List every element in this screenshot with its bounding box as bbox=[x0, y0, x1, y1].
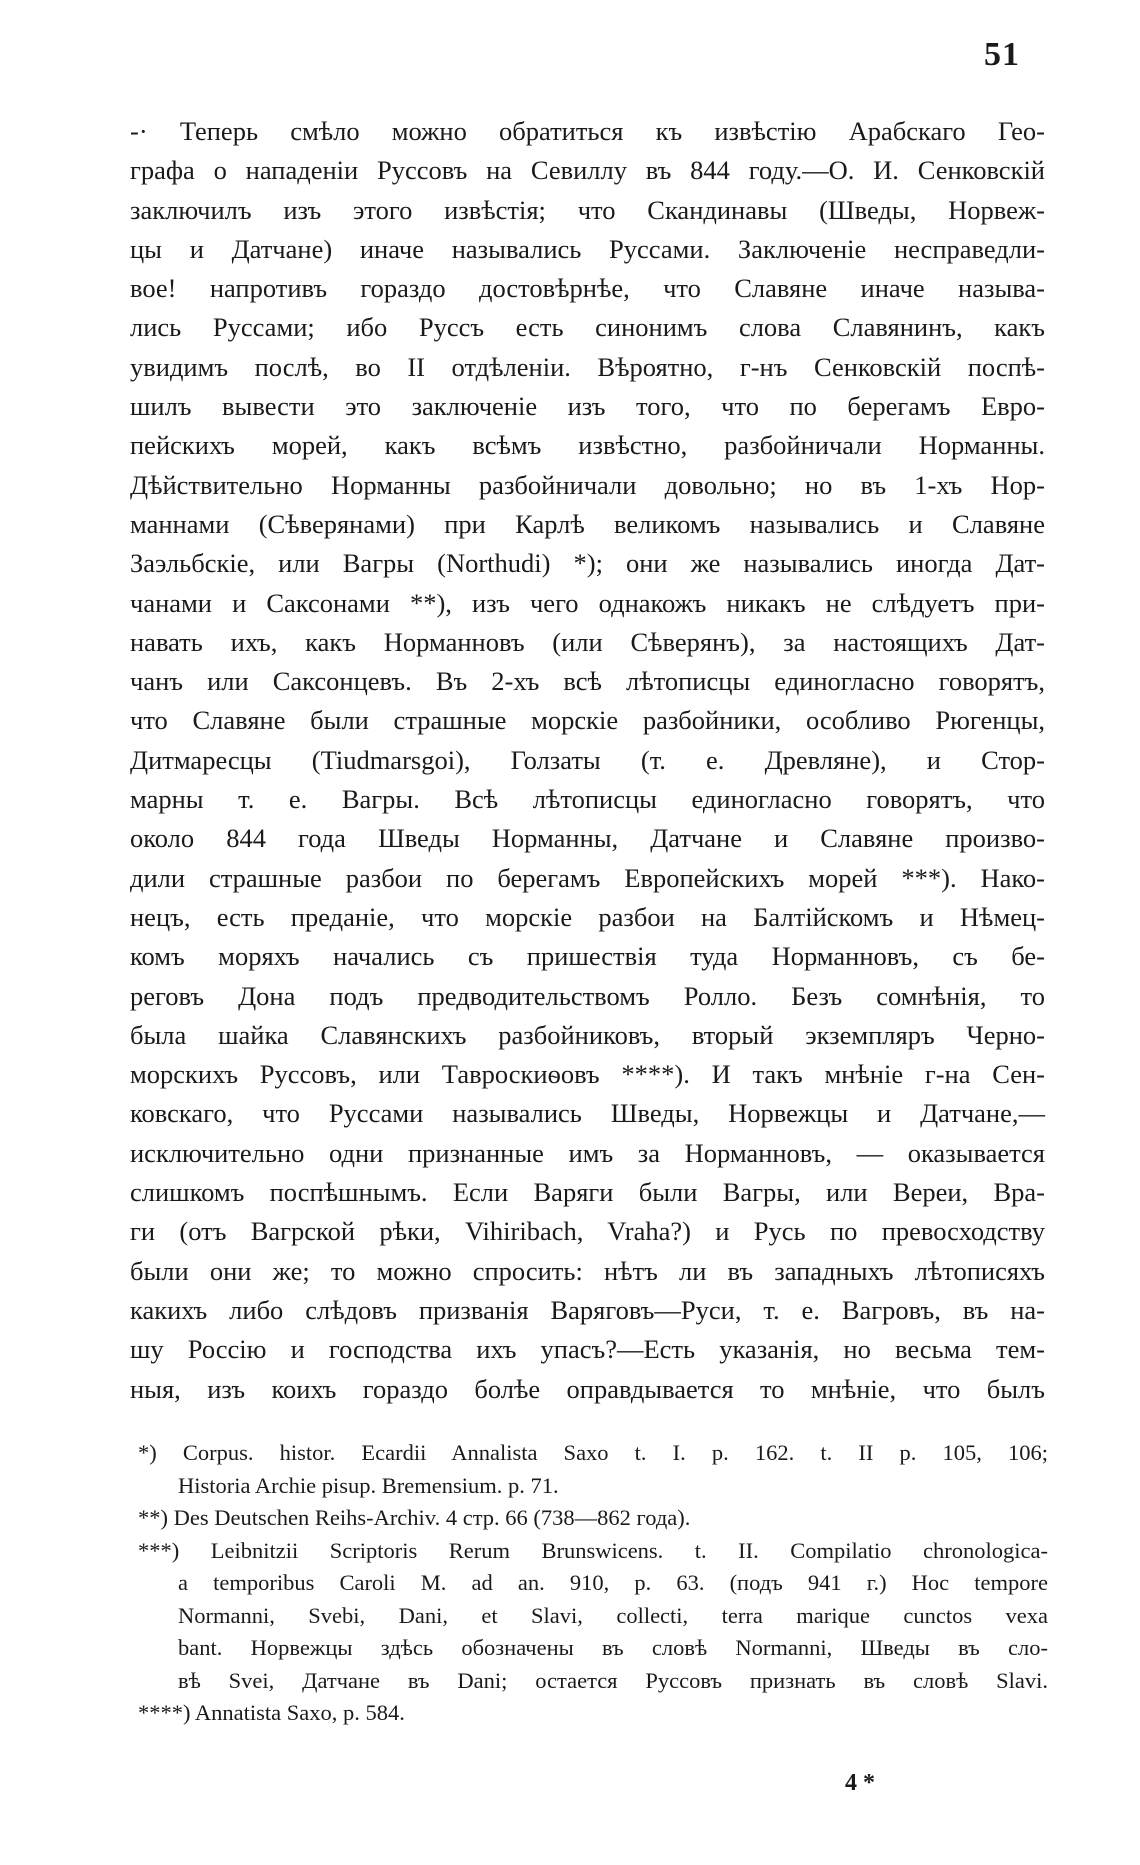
body-line: Дѣйствительно Норманны разбойничали довольно; но въ 1-хъ Нор- bbox=[130, 469, 1045, 500]
body-line: реговъ Дона подъ предводительствомъ Ролло. Безъ сомнѣнія, то bbox=[130, 980, 1045, 1011]
body-line: были они же; то можно спросить: нѣтъ ли въ западныхъ лѣтописяхъ bbox=[130, 1255, 1045, 1286]
body-line: какихъ либо слѣдовъ призванія Варяговъ—Руси, т. е. Вагровъ, въ на- bbox=[130, 1294, 1045, 1325]
body-line: шилъ вывести это заключеніе изъ того, что по берегамъ Евро- bbox=[130, 391, 1045, 422]
body-line: вое! напротивъ гораздо достовѣрнѣе, что Славяне иначе называ- bbox=[130, 273, 1045, 304]
footnote-line: **) Des Deutschen Reihs-Archiv. 4 стр. 66 (738—862 года). bbox=[138, 1505, 691, 1530]
body-line: чанъ или Саксонцевъ. Въ 2-хъ всѣ лѣтописцы единогласно говорятъ, bbox=[130, 666, 1045, 697]
footnote-line: bant. Норвежцы здѣсь обозначены въ словѣ Normanni, Шведы въ сло- bbox=[178, 1635, 1048, 1660]
footnote-line: ****) Annatista Saxo, p. 584. bbox=[138, 1700, 405, 1725]
body-line: графа о нападеніи Руссовъ на Севиллу въ 844 году.—О. И. Сенковскій bbox=[130, 155, 1045, 186]
signature-mark: 4 * bbox=[845, 1770, 875, 1796]
footnote-line: ***) Leibnitzii Scriptoris Rerum Brunswicens. t. II. Compilatio chronologica- bbox=[138, 1537, 1048, 1563]
body-line: комъ моряхъ начались съ пришествія туда Норманновъ, съ бе- bbox=[130, 941, 1045, 972]
footnote-line: a temporibus Caroli M. ad an. 910, p. 63. (подъ 941 г.) Hoc tempore bbox=[178, 1570, 1048, 1595]
body-line: ныя, изъ коихъ гораздо болѣе оправдывается то мнѣніе, что былъ bbox=[130, 1373, 1045, 1404]
body-line: Дитмаресцы (Tiudmarsgoi), Голзаты (т. е. Древляне), и Стор- bbox=[130, 744, 1045, 775]
footnote-line: Normanni, Svebi, Dani, et Slavi, collecti, terra marique cunctos vexa bbox=[178, 1602, 1048, 1628]
body-line: пейскихъ морей, какъ всѣмъ извѣстно, разбойничали Норманны. bbox=[130, 430, 1045, 461]
body-line: марны т. е. Вагры. Всѣ лѣтописцы единогласно говорятъ, что bbox=[130, 784, 1045, 815]
body-line: -· Теперь смѣло можно обратиться къ извѣстію Арабскаго Гео- bbox=[130, 116, 1045, 146]
body-line: чанами и Саксонами **), изъ чего однакожъ никакъ не слѣдуетъ при- bbox=[130, 587, 1045, 618]
footnotes bbox=[138, 1437, 1048, 1730]
body-line: ковскаго, что Руссами назывались Шведы, Норвежцы и Датчане,— bbox=[130, 1098, 1045, 1129]
body-line: навать ихъ, какъ Норманновъ (или Сѣверянъ), за настоящихъ Дат- bbox=[130, 626, 1045, 657]
footnote-line: Historia Archie pisup. Bremensium. p. 71. bbox=[178, 1472, 559, 1498]
body-line: исключительно одни признанные имъ за Норманновъ, — оказывается bbox=[130, 1137, 1045, 1168]
body-line: слишкомъ поспѣшнымъ. Если Варяги были Вагры, или Вереи, Вра- bbox=[130, 1177, 1045, 1208]
body-line: Заэльбскіе, или Вагры (Northudi) *); они же назывались иногда Дат- bbox=[130, 548, 1045, 579]
body-line: увидимъ послѣ, во II отдѣленіи. Вѣроятно, г-нъ Сенковскій поспѣ- bbox=[130, 351, 1045, 382]
footnote-line: вѣ Svei, Датчане въ Dani; остается Руссовъ признать въ словѣ Slavi. bbox=[178, 1667, 1048, 1693]
body-line: была шайка Славянскихъ разбойниковъ, вторый экземпляръ Черно- bbox=[130, 1019, 1045, 1050]
body-line: цы и Датчане) иначе назывались Руссами. Заключеніе несправедли- bbox=[130, 233, 1045, 264]
body-line: лись Руссами; ибо Руссъ есть синонимъ слова Славянинъ, какъ bbox=[130, 312, 1045, 343]
body-line: нецъ, есть преданіе, что морскіе разбои на Балтійскомъ и Нѣмец- bbox=[130, 901, 1045, 932]
body-line: ги (отъ Вагрской рѣки, Vihiribach, Vraha?) и Русь по превосходству bbox=[130, 1216, 1045, 1247]
body-line: морскихъ Руссовъ, или Тавроскиѳовъ ****). И такъ мнѣніе г-на Сен- bbox=[130, 1059, 1045, 1090]
body-line: около 844 года Шведы Норманны, Датчане и Славяне произво- bbox=[130, 823, 1045, 854]
body-text bbox=[130, 112, 1045, 1409]
body-line: дили страшные разбои по берегамъ Европейскихъ морей ***). Нако- bbox=[130, 862, 1045, 893]
page-number: 51 bbox=[984, 36, 1020, 73]
body-line: заключилъ изъ этого извѣстія; что Скандинавы (Шведы, Норвеж- bbox=[130, 194, 1045, 225]
body-line: что Славяне были страшные морскіе разбойники, особливо Рюгенцы, bbox=[130, 705, 1045, 736]
body-line: маннами (Сѣверянами) при Карлѣ великомъ назывались и Славяне bbox=[130, 508, 1045, 539]
footnote-line: *) Corpus. histor. Ecardii Annalista Saxo t. I. p. 162. t. II p. 105, 106; bbox=[138, 1440, 1048, 1465]
body-line: шу Россію и господства ихъ упасъ?—Есть указанія, но весьма тем- bbox=[130, 1334, 1045, 1365]
